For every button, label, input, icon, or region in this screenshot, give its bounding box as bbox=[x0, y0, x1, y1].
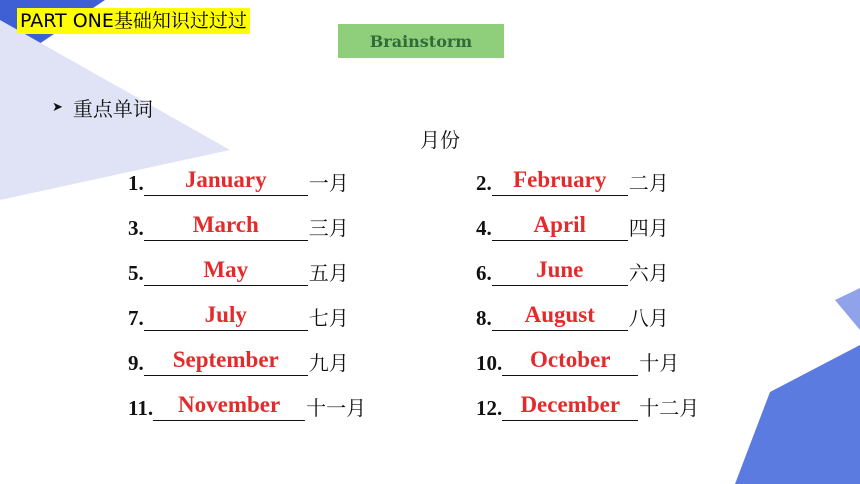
list-item bbox=[476, 391, 699, 421]
item-number: 5. bbox=[128, 261, 144, 285]
item-number: 12. bbox=[476, 396, 503, 420]
answer-blank bbox=[144, 167, 308, 196]
chinese-month: 五月 bbox=[308, 261, 349, 285]
section-heading-text: 重点单词 bbox=[72, 96, 153, 121]
chinese-month: 一月 bbox=[308, 171, 349, 195]
answer-text: October bbox=[530, 347, 611, 372]
item-number: 1. bbox=[128, 171, 144, 195]
item-number: 11. bbox=[128, 396, 154, 420]
list-item bbox=[476, 166, 669, 196]
item-number: 2. bbox=[476, 171, 492, 195]
item-number: 6. bbox=[476, 261, 492, 285]
part-one-label: PART ONE基础知识过过过 bbox=[17, 8, 250, 34]
answer-blank bbox=[492, 212, 628, 241]
answer-blank bbox=[144, 302, 308, 331]
list-item bbox=[128, 166, 349, 196]
arrow-bullet-icon: ➤ bbox=[52, 99, 63, 115]
list-item bbox=[128, 211, 349, 241]
chinese-month: 九月 bbox=[308, 351, 349, 375]
answer-blank bbox=[144, 347, 308, 376]
answer-blank bbox=[492, 167, 628, 196]
chinese-month: 二月 bbox=[628, 171, 669, 195]
answer-text: December bbox=[520, 392, 621, 417]
answer-blank bbox=[502, 392, 638, 421]
answer-text: July bbox=[204, 302, 247, 327]
item-number: 8. bbox=[476, 306, 492, 330]
answer-text: June bbox=[536, 257, 584, 282]
answer-blank bbox=[144, 257, 308, 286]
chinese-month: 十月 bbox=[639, 351, 680, 375]
section-heading bbox=[52, 94, 153, 120]
answer-text: August bbox=[524, 302, 595, 327]
list-item bbox=[128, 256, 349, 286]
list-item bbox=[128, 391, 366, 421]
chinese-month: 十二月 bbox=[639, 396, 700, 420]
list-item bbox=[476, 301, 669, 331]
answer-blank bbox=[492, 302, 628, 331]
item-number: 4. bbox=[476, 216, 492, 240]
list-item bbox=[128, 301, 349, 331]
chinese-month: 八月 bbox=[628, 306, 669, 330]
answer-blank bbox=[144, 212, 308, 241]
answer-blank bbox=[492, 257, 628, 286]
item-number: 7. bbox=[128, 306, 144, 330]
answer-text: February bbox=[513, 167, 607, 192]
list-item bbox=[476, 346, 679, 376]
answer-text: September bbox=[172, 347, 279, 372]
chinese-month: 七月 bbox=[308, 306, 349, 330]
list-item bbox=[128, 346, 349, 376]
subheading-months: 月份 bbox=[420, 128, 460, 152]
list-item bbox=[476, 211, 669, 241]
item-number: 3. bbox=[128, 216, 144, 240]
brainstorm-banner: Brainstorm bbox=[338, 24, 504, 58]
answer-text: January bbox=[184, 167, 267, 192]
chinese-month: 三月 bbox=[308, 216, 349, 240]
answer-text: November bbox=[178, 392, 281, 417]
answer-blank bbox=[502, 347, 638, 376]
answer-blank bbox=[153, 392, 305, 421]
answer-text: April bbox=[533, 212, 586, 237]
chinese-month: 六月 bbox=[628, 261, 669, 285]
chinese-month: 十一月 bbox=[306, 396, 367, 420]
list-item bbox=[476, 256, 669, 286]
item-number: 9. bbox=[128, 351, 144, 375]
item-number: 10. bbox=[476, 351, 503, 375]
chinese-month: 四月 bbox=[628, 216, 669, 240]
answer-text: March bbox=[192, 212, 259, 237]
answer-text: May bbox=[203, 257, 249, 282]
